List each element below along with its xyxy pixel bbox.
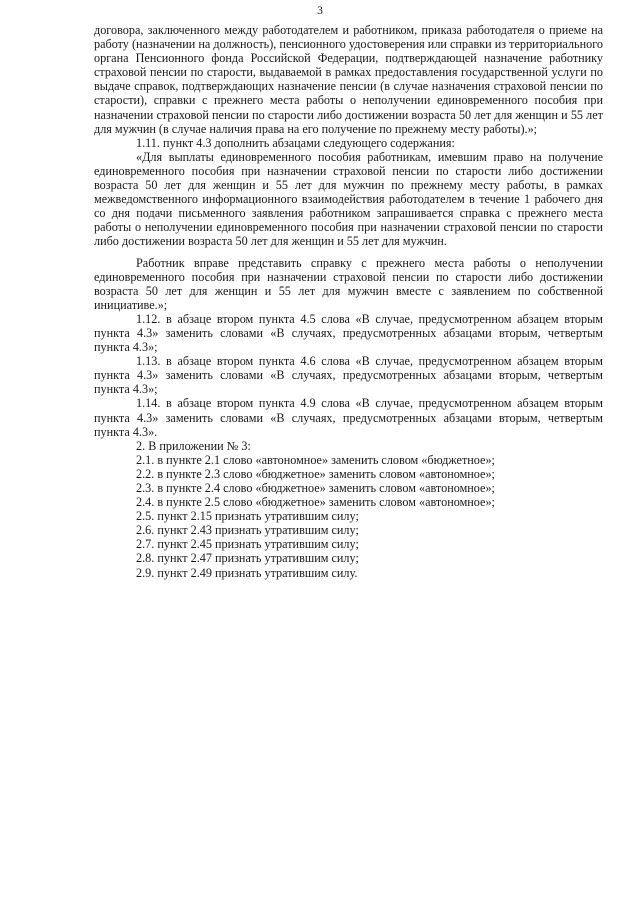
list-item: 2.8. пункт 2.47 признать утратившим силу;: [136, 551, 359, 566]
page-number: 3: [317, 5, 323, 17]
list-item: 2.3. в пункте 2.4 слово «бюджетное» заменить словом «автономное»;: [136, 481, 495, 495]
list-item: 2.6. пункт 2.43 признать утратившим силу;: [136, 523, 359, 538]
appendix-items-list: [94, 453, 603, 580]
paragraph-employee-right: Работник вправе представить справку с прежнего места работы о неполучении единовременного пособия при назначении страховой пенсии по старости либо достижении возраста 50 лет для женщин и 55 лет для мужчин вместе с заявлением по собственной инициативе.»;: [94, 255, 603, 312]
paragraph-quoted-text: «Для выплаты единовременного пособия работникам, имевшим право на получение единовременного пособия при назначении страховой пенсии по старости либо достижении возраста 50 лет для женщин и 55 лет для мужчин по прежнему месту работы, в рамках межведомственного информационного взаимодействия работодателем в течение 1 рабочего дня со дня подачи письменного заявления работником запрашивается справка с прежнего места работы о неполучении единовременного пособия при назначении страховой пенсии по старости либо достижении возраста 50 лет для женщин и 55 лет для мужчин.: [94, 149, 603, 249]
list-item: 2.7. пункт 2.45 признать утратившим силу;: [136, 537, 359, 552]
paragraph-item-2: 2. В приложении № 3:: [136, 438, 251, 453]
paragraph-item-1-11: 1.11. пункт 4.3 дополнить абзацами следующего содержания:: [136, 135, 455, 150]
document-body: [94, 23, 603, 580]
paragraph-item-1-14: 1.14. в абзаце втором пункта 4.9 слова «В случае, предусмотренном абзацем вторым пункта 4.3» заменить словами «В случаях, предусмотренных абзацами вторым, четвертым пункта 4.3».: [94, 396, 603, 439]
list-item: 2.1. в пункте 2.1 слово «автономное» заменить словом «бюджетное»;: [136, 452, 495, 467]
list-item: 2.9. пункт 2.49 признать утратившим силу.: [136, 565, 358, 580]
paragraph-item-1-13: 1.13. в абзаце втором пункта 4.6 слова «В случае, предусмотренном абзацем вторым пункта 4.3» заменить словами «В случаях, предусмотренных абзацами вторым, четвертым пункта 4.3»;: [94, 354, 603, 397]
list-item: 2.5. пункт 2.15 признать утратившим силу;: [136, 509, 359, 524]
list-item: 2.2. в пункте 2.3 слово «бюджетное» заменить словом «автономное»;: [136, 466, 495, 481]
list-item: 2.4. в пункте 2.5 слово «бюджетное» заменить словом «автономное»;: [136, 495, 495, 510]
paragraph-continuation: договора, заключенного между работодателем и работником, приказа работодателя о приеме на работу (назначении на должность), пенсионного удостоверения или справки из территориального органа Пенсионного фонда Российской Федерации, подтверждающей назначение работнику страховой пенсии по старости, выдаваемой в рамках предоставления государственной услуги по выдаче справок, подтверждающих назначение пенсии (в случае назначения страховой пенсии по старости), справки с прежнего места работы о неполучении единовременного пособия при назначении страховой пенсии по старости либо достижении возраста 50 лет для женщин и 55 лет для мужчин (в случае наличия права на его получение по прежнему месту работы).»;: [94, 23, 603, 136]
paragraph-item-1-12: 1.12. в абзаце втором пункта 4.5 слова «В случае, предусмотренном абзацем вторым пункта 4.3» заменить словами «В случаях, предусмотренных абзацами вторым, четвертым пункта 4.3»;: [94, 311, 603, 355]
